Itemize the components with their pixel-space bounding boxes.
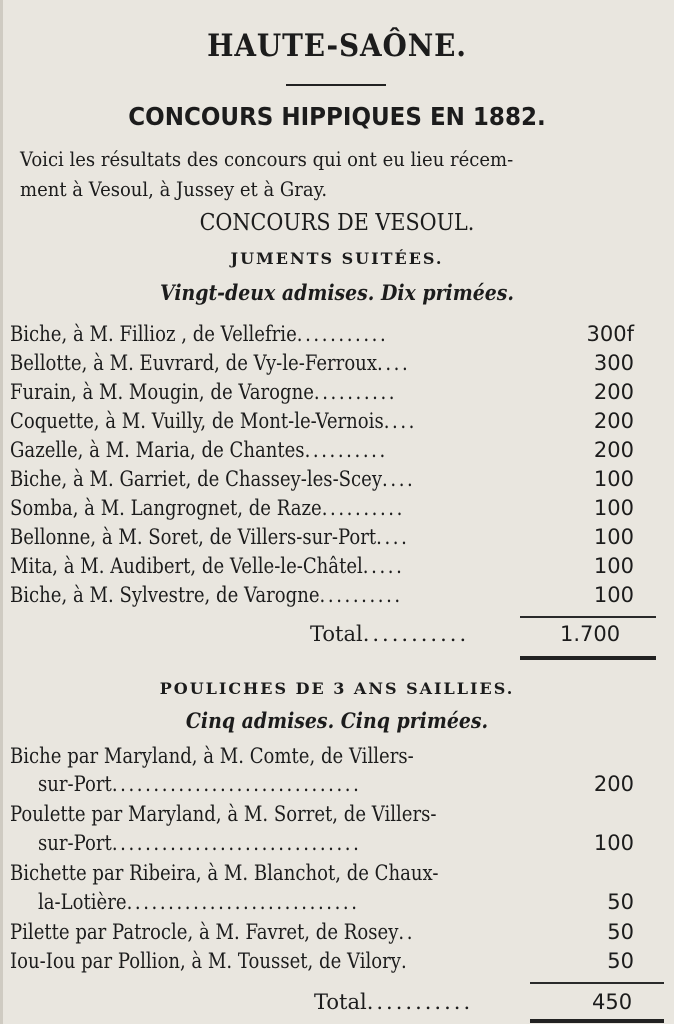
- group1-heading: JUMENTS SUITÉES.: [230, 249, 444, 268]
- amount: 100: [593, 554, 634, 578]
- amount: 300: [593, 351, 634, 375]
- total-underline-2: [530, 1019, 664, 1023]
- list-item: Furain, à M. Mougin, de Varogne.......... 200: [10, 380, 634, 404]
- list-item: Gazelle, à M. Maria, de Chantes.......... 200: [10, 438, 634, 462]
- total-divider: [520, 616, 656, 618]
- amount: 50: [607, 949, 634, 973]
- title-divider: [286, 84, 386, 86]
- amount: 50: [607, 890, 634, 914]
- list-item: Somba, à M. Langrognet, de Raze.......... 100: [10, 496, 634, 520]
- group2-subheading: Cinq admises. Cinq primées.: [185, 708, 489, 733]
- group2-total: Total...........: [314, 990, 474, 1014]
- amount: 100: [593, 496, 634, 520]
- amount: 200: [593, 772, 634, 796]
- total-divider-2: [530, 982, 664, 984]
- list-item: Coquette, à M. Vuilly, de Mont-le-Vernois.... 200: [10, 409, 634, 433]
- list-item: Poulette par Maryland, à M. Sorret, de Villers-: [10, 802, 437, 826]
- list-item: sur-Port.............................. 100: [38, 831, 634, 855]
- page-title: HAUTE-SAÔNE.: [207, 28, 467, 64]
- intro-paragraph: [20, 144, 605, 204]
- intro-line-2: ment à Vesoul, à Jussey et à Gray.: [20, 177, 328, 201]
- list-item: Bellotte, à M. Euvrard, de Vy-le-Ferroux.... 300: [10, 351, 634, 375]
- list-item: Pilette par Patrocle, à M. Favret, de Rosey.. 50: [10, 920, 634, 944]
- group1-subheading: Vingt-deux admises. Dix primées.: [159, 280, 515, 305]
- article-subtitle: CONCOURS HIPPIQUES EN 1882.: [128, 102, 546, 131]
- group1-total-value: 1.700: [560, 622, 621, 646]
- amount: 200: [593, 380, 634, 404]
- amount: 100: [593, 583, 634, 607]
- group2-heading: POULICHES DE 3 ANS SAILLIES.: [159, 679, 515, 698]
- amount: 300f: [586, 322, 634, 346]
- list-item: Bichette par Ribeira, à M. Blanchot, de Chaux-: [10, 861, 439, 885]
- amount: 100: [593, 831, 634, 855]
- amount: 200: [593, 438, 634, 462]
- amount: 200: [593, 409, 634, 433]
- amount: 100: [593, 525, 634, 549]
- amount: 50: [607, 920, 634, 944]
- list-item: la-Lotière............................ 50: [38, 890, 634, 914]
- group1-total: Total...........: [310, 622, 470, 646]
- group2-total-value: 450: [592, 990, 633, 1014]
- list-item: Bellonne, à M. Soret, de Villers-sur-Port.... 100: [10, 525, 634, 549]
- list-item: Biche, à M. Fillioz , de Vellefrie........... 300f: [10, 322, 634, 346]
- list-item: Biche, à M. Garriet, de Chassey-les-Scey.... 100: [10, 467, 634, 491]
- amount: 100: [593, 467, 634, 491]
- list-item: Iou-Iou par Pollion, à M. Tousset, de Vilory. 50: [10, 949, 634, 973]
- section-title: CONCOURS DE VESOUL.: [199, 210, 475, 236]
- list-item: Biche, à M. Sylvestre, de Varogne.......... 100: [10, 583, 634, 607]
- total-underline: [520, 656, 656, 660]
- page-edge: [0, 0, 3, 1024]
- list-item: sur-Port.............................. 200: [38, 772, 634, 796]
- intro-line-1: Voici les résultats des concours qui ont eu lieu récem-: [20, 147, 514, 171]
- list-item: Mita, à M. Audibert, de Velle-le-Châtel..... 100: [10, 554, 634, 578]
- list-item: Biche par Maryland, à M. Comte, de Villers-: [10, 744, 414, 768]
